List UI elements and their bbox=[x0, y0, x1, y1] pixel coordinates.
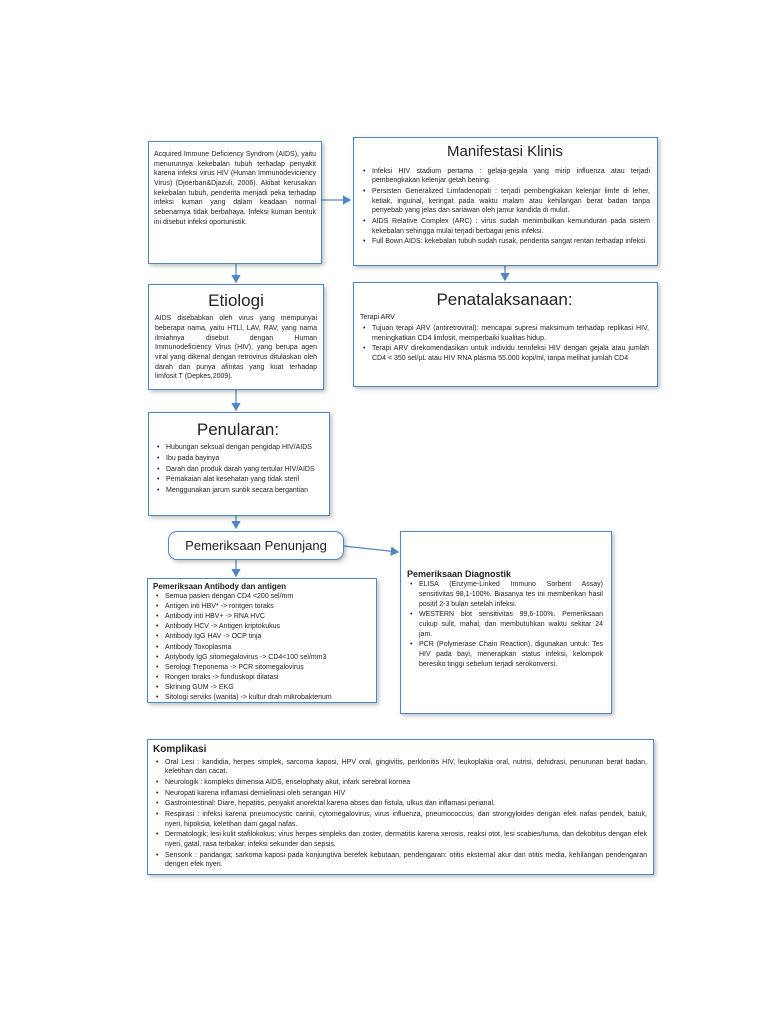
list-item: • Semua pasien dengan CD4 <200 sel/mm bbox=[165, 592, 370, 601]
definition-box bbox=[148, 141, 322, 264]
list-item: • Antigen inti HBV* -> rontgen toraks bbox=[165, 602, 370, 611]
list-item: • Hubungan seksual dengan pengidap HIV/AIDS bbox=[166, 443, 322, 453]
etiologi-title: Etiologi bbox=[208, 291, 264, 310]
pemeriksaan-penunjang-box bbox=[168, 531, 344, 560]
list-item: • Antybody IgG sitomegalovirus -> CD4<100 sel/mm3 bbox=[165, 653, 370, 662]
list-item: • Infeksi HIV stadium pertama : gelaja-gejala yang mirip influenza atau terjadi pembengkakan kelenjar getah bening. bbox=[372, 167, 650, 186]
list-item: • PCR (Polymerase Chain Reaction), digunakan untuk: Tes HIV pada bayi, menerapkan status infeksi, kelompok beresiko tinggi sebelum terjadi serokonversi. bbox=[419, 640, 603, 669]
list-item: • AIDS Relative Complex (ARC) : virus sudah menimbulkan kemunduran pada sistem kekebalan sehingga mulai terjadi berbagai jenis infeksi. bbox=[372, 217, 650, 236]
list-item: • Persisten Generalized Limfadenopati : terjadi pembengkakan kelenjar limfe di leher, ketiak, inguinal, keringat pada waktu malam atau kehilangan berat badan tanpa penyebab yang jelas dan sariawan oleh jamur kandida di mulut. bbox=[372, 187, 650, 216]
list-item: • Neuropati karena inflamasi demielinasi oleh serangan HIV bbox=[165, 789, 647, 799]
arrow-penunjang-to-diagnostik bbox=[343, 546, 398, 552]
list-item: • Tujuan terapi ARV (antiretroviral): mencapai supresi maksimum terhadap replikasi HIV, meningkatkan CD4 limfosit, memperbaiki kualitas hidup. bbox=[372, 324, 649, 343]
list-item: • Sensorik : pandanga; sarkoma kaposi pada konjungtiva berefek kebutaan, pendengaran: otitis eksternal akur dan otitis media, kehilangan pendengaran dengen efek nyeri. bbox=[165, 851, 647, 870]
definition-text: Acquired Immune Deficiency Syndrom (AIDS), yaitu menurunnya kekebalan tubuh terhadap penyakit karena infeksi virus HIV (Human Immunodeviciency Virus) (Djoerban&Djazuli, 2006). Akibat kerusakan kekebalan tubuh, penderita menjadi peka terhadap infeksi kuman yang dalam keadaan normal sebenarnya tidak berbahaya. Infeksi kuman bentuk ini disebut infeksi oportunistik. bbox=[154, 151, 316, 226]
list-item: • Pemakaian alat kesehatan yang tidak steril bbox=[166, 475, 322, 485]
komplikasi-title: Komplikasi bbox=[153, 744, 207, 755]
list-item: • Antibody inti HBV+ -> RNA HVC bbox=[165, 612, 370, 621]
list-item: • Full Bown AIDS: kekebalan tubuh sudah rusak, penderita sangat rentan terhadap infeksi. bbox=[372, 237, 650, 247]
list-item: • Terapi ARV direkomendasikan untuk individu terinfeksi HIV dengan gejala atau jumlah CD4 < 350 sel/µL atau HIV RNA plasma 55.000 kopi/ml, tanpa melihat jumlah CD4 bbox=[372, 344, 649, 363]
list-item: • Antibody Toxoplasma bbox=[165, 643, 370, 652]
list-item: • Gastrointestinal: Diare, hepatitis, penyakit anorektal karena abses dan fistula, ulkus dan inflamasi perianal. bbox=[165, 799, 647, 809]
list-item: • Rongen toraks -> funduskopi dilatasi bbox=[165, 673, 370, 682]
antibodi-title: Pemeriksaan Antibody dan antigen bbox=[153, 582, 287, 591]
penatalaksanaan-list bbox=[360, 324, 649, 364]
penularan-list bbox=[154, 443, 322, 495]
penularan-box bbox=[148, 412, 330, 516]
pemeriksaan-penunjang-title: Pemeriksaan Penunjang bbox=[185, 538, 327, 553]
list-item: • Respirasi : infeksi karena pneumocystic carinii, cytomegalovirus, virus influenza, pneumococcus, dan strongyloides dengan efek nafas pendek, batuk, nyeri, hipoksia, keletihan dam gagal nafas. bbox=[165, 810, 647, 829]
list-item: • Menggunakan jarum suntik secara bergantian bbox=[166, 486, 322, 496]
penatalaksanaan-title: Penatalaksanaan: bbox=[436, 290, 573, 309]
list-item: • Serologi Treponema -> PCR sitomegalovirus bbox=[165, 663, 370, 672]
list-item: • WESTERN blot sensitivitas 99,6-100%. Pemeriksaan cukup sulit, mahal, dan membutuhkan waktu sekitar 24 jam. bbox=[419, 610, 603, 639]
diagnostik-list bbox=[407, 580, 603, 669]
list-item: • Darah dan produk darah yang tertular HIV/AIDS bbox=[166, 465, 322, 475]
manifestasi-title: Manifestasi Klinis bbox=[447, 143, 563, 160]
etiologi-box bbox=[148, 284, 324, 390]
antibodi-list bbox=[153, 592, 370, 702]
diagnostik-box bbox=[400, 531, 612, 714]
list-item: • Neurologik : kompleks dimensia AIDS, enselophaty akut, infark serebral kornea bbox=[165, 778, 647, 788]
list-item: • Antibody IgG HAV -> OCP tinja bbox=[165, 632, 370, 641]
list-item: • Sitologi serviks (wanita) -> kultur drah mikrobakterium bbox=[165, 693, 370, 702]
antibodi-box bbox=[147, 578, 377, 703]
list-item: • Ibu pada bayinya bbox=[166, 454, 322, 464]
manifestasi-list bbox=[360, 167, 650, 247]
list-item: • Skrining GUM -> EKG bbox=[165, 683, 370, 692]
etiologi-text: AIDS disebabkan oleh virus yang mempunyai beberapa nama, yaitu HTLl, LAV, RAV, yang nama ilmiahnya disebut dengan Human Immunodeficiency Virus (HIV), yang berupa agen viral yang dikenal dengan retrovirus ditulaskan oleh darah dan punya afinitas yang kuat terhadap limfosit T (Depkes,2009). bbox=[155, 315, 317, 381]
list-item: • ELISA (Enzyme-Linked Immuno Sorbent Assay) sensitivitas 98,1-100%. Biasanya tes ini memberikan hasil positif 2-3 bulan setelah infeksi. bbox=[419, 580, 603, 609]
list-item: • Antibody HCV -> Antigen kriptokukus bbox=[165, 622, 370, 631]
list-item: • Dermatologik; lesi kulit stafilokokus; virus herpes simpleks dan zoster, dermatitis karena xerosis, reaksi otot, lesi scabies/tuma, dan dekobitus dengan efek nyeri, gatal, rasa terbakar, infeksi sekunder dan sepsis. bbox=[165, 830, 647, 849]
manifestasi-box bbox=[353, 137, 658, 266]
komplikasi-list bbox=[153, 758, 647, 870]
list-item: • Oral Lesi : kandidia, herpes simplek, sarcoma kaposi, HPV oral, gingivitis, perklonitis HIV, leukoplakia oral, nutrisi, dehidrasi, penurunan berat badan, keletihan dan cacat. bbox=[165, 758, 647, 777]
penatalaksanaan-box bbox=[353, 282, 658, 387]
diagnostik-title: Pemeriksaan Diagnostik bbox=[407, 569, 512, 579]
penularan-title: Penularan: bbox=[196, 420, 280, 439]
komplikasi-box bbox=[147, 739, 654, 875]
penatalaksanaan-subtitle: Terapi ARV bbox=[360, 314, 395, 322]
